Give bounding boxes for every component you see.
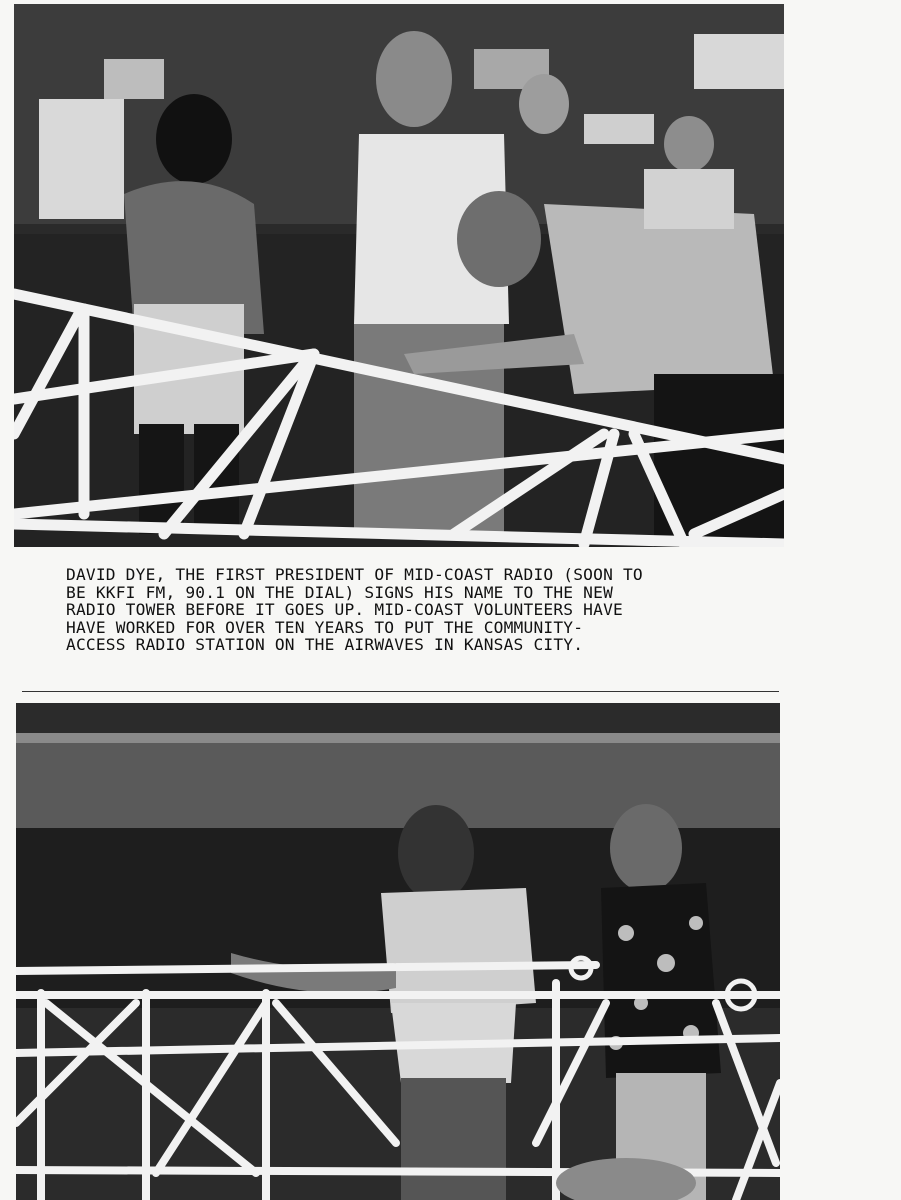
divider-rule: [22, 691, 779, 692]
caption-line-3: RADIO TOWER BEFORE IT GOES UP. MID-COAST VOLUNTEERS HAVE: [66, 600, 623, 619]
photo-caption: [66, 566, 756, 654]
caption-line-2: BE KKFI FM, 90.1 ON THE DIAL) SIGNS HIS NAME TO THE NEW: [66, 582, 614, 602]
caption-line-4: HAVE WORKED FOR OVER TEN YEARS TO PUT THE COMMUNITY-: [66, 617, 584, 637]
photo-bottom: [16, 703, 780, 1200]
caption-line-5: ACCESS RADIO STATION ON THE AIRWAVES IN KANSAS CITY.: [66, 635, 584, 654]
caption-line-1: DAVID DYE, THE FIRST PRESIDENT OF MID-COAST RADIO (SOON TO: [66, 565, 643, 584]
photo-tower-inspection: [16, 703, 780, 1200]
photo-top: [14, 4, 784, 547]
photo-tower-signing: [14, 4, 784, 547]
